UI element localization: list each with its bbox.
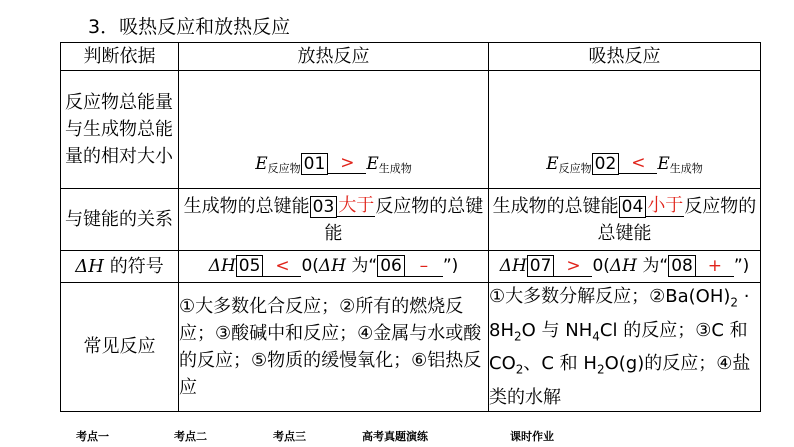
header-row bbox=[61, 43, 761, 71]
answer-04: 小于 bbox=[647, 195, 684, 216]
product-subscript: 生成物 bbox=[378, 161, 412, 175]
exo-sign-cell: ΔH 05 < 0(ΔH 为“ 06 – ”) bbox=[179, 251, 489, 283]
nav-kaodian-1[interactable]: 考点一 bbox=[76, 430, 109, 443]
blank-number-03: 03 bbox=[310, 196, 338, 218]
criteria-common: 常见反应 bbox=[61, 283, 179, 412]
header-criteria: 判断依据 bbox=[61, 43, 179, 71]
endo-common-cell: ①大多数分解反应；$②Ba(OH)_2 \cdot 8H_2O$ 与 $NH_4Cl$ 的反应；③C 和 $CO_2$、C 和 $H_2O(g)$的反应；④盐类的水解 bbox=[489, 283, 761, 412]
header-exothermic: 放热反应 bbox=[179, 43, 489, 71]
header-endothermic: 吸热反应 bbox=[489, 43, 761, 71]
blank-number-08: 08 bbox=[668, 255, 696, 277]
nav-kaodian-3[interactable]: 考点三 bbox=[273, 430, 306, 443]
exo-common-cell: ①大多数化合反应；②所有的燃烧反应；③酸碱中和反应；④金属与水或酸的反应；⑤物质的缓慢氧化；⑥铝热反应 bbox=[179, 283, 489, 412]
endo-sign-cell: ΔH 07 > 0(ΔH 为“ 08 + ”) bbox=[489, 251, 761, 283]
blank-number-06: 06 bbox=[377, 255, 405, 277]
section-title: 3．吸热反应和放热反应 bbox=[88, 16, 291, 38]
criteria-bond: 与键能的关系 bbox=[61, 189, 179, 251]
reactant-subscript: 反应物 bbox=[267, 161, 301, 175]
answer-07: > bbox=[554, 256, 592, 277]
answer-03: 大于 bbox=[338, 195, 375, 216]
blank-number-07: 07 bbox=[527, 255, 555, 277]
endo-energy-cell: E反应物 02 < E生成物 bbox=[489, 71, 761, 189]
nav-kaodian-2[interactable]: 考点二 bbox=[174, 430, 207, 443]
blank-number-04: 04 bbox=[619, 196, 647, 218]
endo-bond-cell: 生成物的总键能 04 小于反应物的总键能 bbox=[489, 189, 761, 251]
answer-02: < bbox=[619, 153, 657, 174]
comparison-table bbox=[60, 42, 761, 412]
product-subscript: 生成物 bbox=[669, 161, 703, 175]
nav-homework[interactable]: 课时作业 bbox=[510, 430, 554, 443]
common-reactions-row bbox=[61, 283, 761, 412]
bond-energy-row bbox=[61, 189, 761, 251]
answer-01: > bbox=[328, 153, 366, 174]
exo-energy-cell: E反应物 01 > E生成物 bbox=[179, 71, 489, 189]
answer-08: + bbox=[696, 256, 734, 277]
answer-05: < bbox=[263, 256, 301, 277]
exo-bond-cell: 生成物的总键能 03 大于反应物的总键能 bbox=[179, 189, 489, 251]
reactant-subscript: 反应物 bbox=[558, 161, 592, 175]
sign-row bbox=[61, 251, 761, 283]
criteria-sign: ΔH 的符号 bbox=[61, 251, 179, 283]
nav-gaokao-practice[interactable]: 高考真题演练 bbox=[362, 430, 428, 443]
blank-number-01: 01 bbox=[301, 153, 329, 175]
answer-06: – bbox=[405, 256, 443, 277]
energy-row bbox=[61, 71, 761, 189]
criteria-energy: 反应物总能量与生成物总能量的相对大小 bbox=[61, 71, 179, 189]
blank-number-05: 05 bbox=[236, 255, 264, 277]
blank-number-02: 02 bbox=[592, 153, 620, 175]
